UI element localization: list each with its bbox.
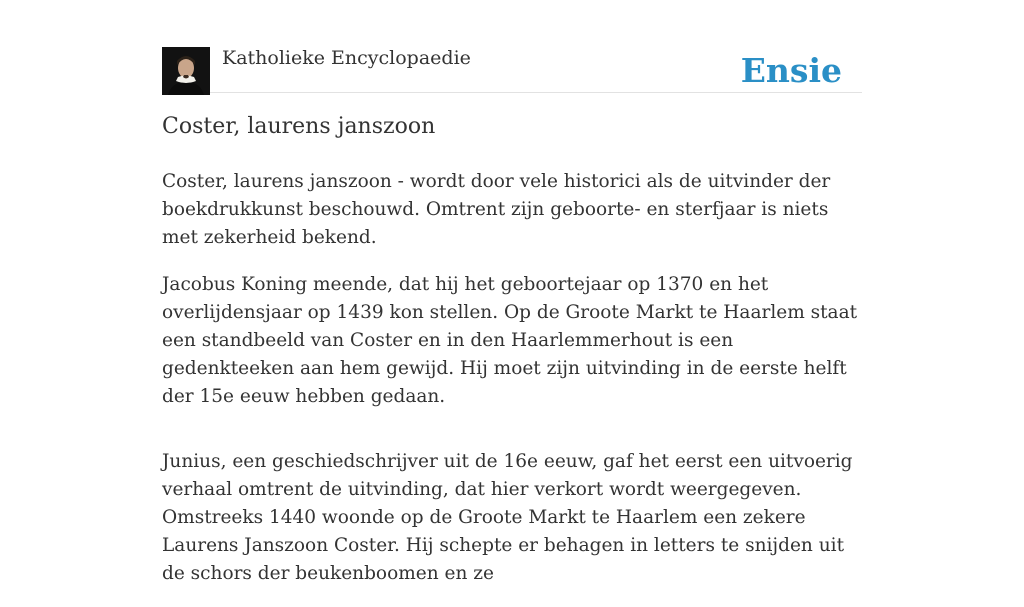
article-paragraph-3: Junius, een geschiedschrijver uit de 16e eeuw, gaf het eerst een uitvoerig verhaal omtrent de uitvinding, dat hier verkort wordt weergegeven. Omstreeks 1440 woonde op de Groote Markt te Haarlem een zekere Laurens Janszoon Coster. Hij schepte er behagen in letters te snijden uit de schors der beukenboomen en ze	[162, 451, 853, 584]
article-title: Coster, laurens janszoon	[162, 114, 436, 139]
article-paragraph-1: Coster, laurens janszoon - wordt door vele historici als de uitvinder der boekdrukkunst beschouwd. Omtrent zijn geboorte- en sterfjaar is niets met zekerheid bekend.	[162, 171, 831, 248]
site-header	[162, 44, 862, 93]
portrait-avatar-graphic	[162, 47, 210, 95]
site-name[interactable]: Katholieke Encyclopaedie	[222, 47, 471, 69]
article-paragraph-2: Jacobus Koning meende, dat hij het geboortejaar op 1370 en het overlijdensjaar op 1439 kon stellen. Op de Groote Markt te Haarlem staat een standbeeld van Coster en in den Haarlemmerhout is een gedenkteeken aan hem gewijd. Hij moet zijn uitvinding in de eerste helft der 15e eeuw hebben gedaan.	[162, 274, 858, 407]
ensie-logo-link[interactable]: Ensie	[740, 51, 842, 90]
portrait-avatar-icon[interactable]	[162, 47, 210, 95]
article-body	[162, 168, 866, 607]
